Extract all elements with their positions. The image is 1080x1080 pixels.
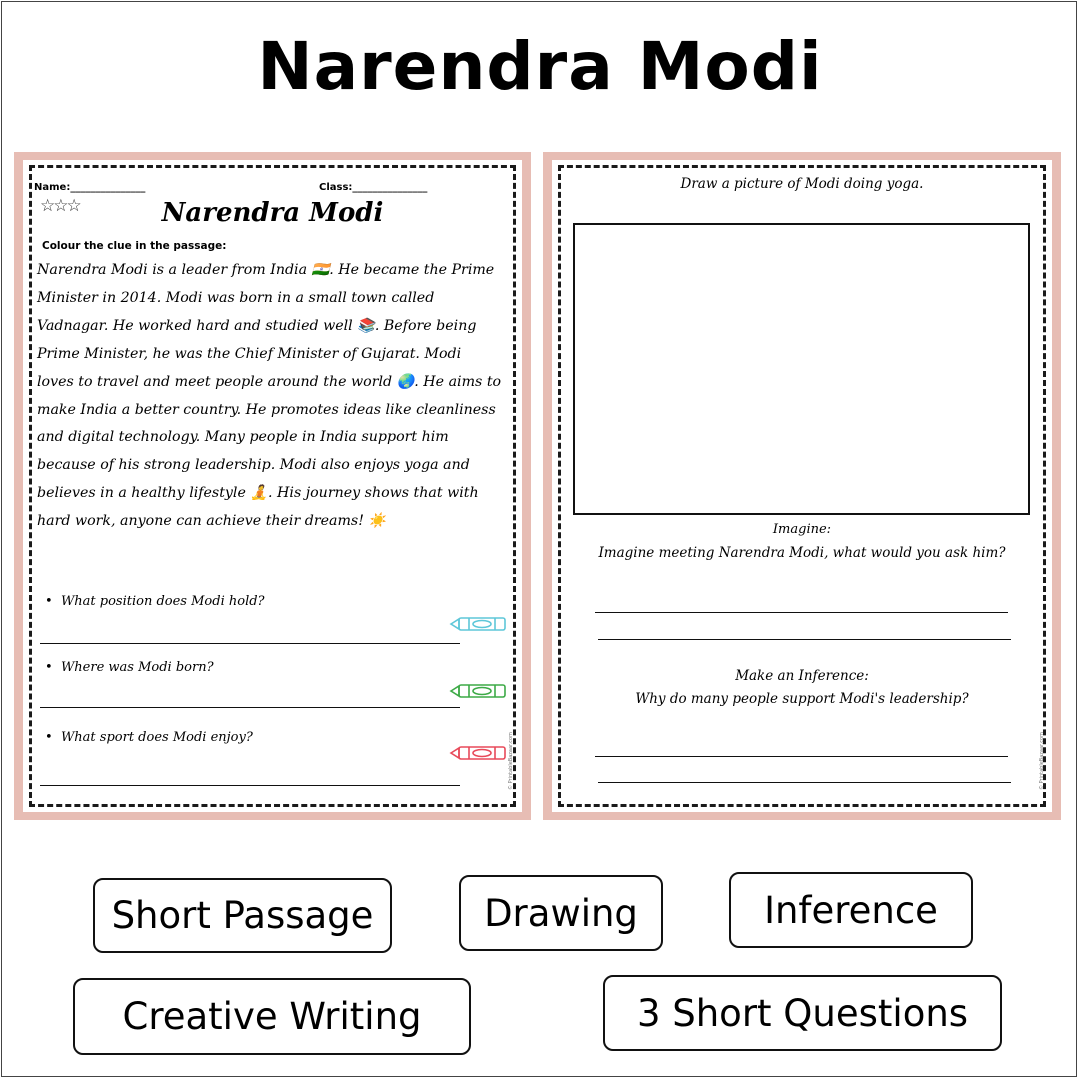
answer-line[interactable] — [595, 756, 1008, 757]
passage-line: loves to travel and meet people around the world 🌏. He aims to — [37, 373, 502, 390]
worksheet-passage-page — [14, 152, 531, 820]
answer-line[interactable] — [40, 785, 460, 786]
worksheet-title: Narendra Modi — [161, 198, 384, 228]
passage-line: make India a better country. He promotes ideas like cleanliness — [37, 401, 496, 418]
crayon-icon — [449, 615, 509, 633]
drawing-area[interactable] — [573, 223, 1030, 515]
passage-line: and digital technology. Many people in India support him — [37, 429, 449, 446]
reading-passage — [37, 257, 509, 536]
answer-line[interactable] — [40, 643, 460, 644]
imagine-question: Imagine meeting Narendra Modi, what would you ask him? — [598, 545, 1006, 561]
passage-line: believes in a healthy lifestyle 🧘. His journey shows that with — [37, 485, 479, 502]
tag-drawing: Drawing — [459, 875, 663, 951]
tag-three-short-questions: 3 Short Questions — [603, 975, 1002, 1051]
question-3: • What sport does Modi enjoy? — [45, 730, 253, 745]
drawing-prompt: Draw a picture of Modi doing yoga. — [680, 176, 924, 192]
answer-line[interactable] — [598, 782, 1011, 783]
crayon-icon — [449, 682, 509, 700]
page-title: Narendra Modi — [257, 28, 823, 105]
watermark: © PrintableBazaar.com — [1039, 732, 1045, 790]
instruction-text: Colour the clue in the passage: — [42, 240, 227, 252]
worksheet-activity-page — [543, 152, 1061, 820]
class-field-label: Class:_______________ — [319, 182, 428, 193]
answer-line[interactable] — [595, 612, 1008, 613]
inference-question: Why do many people support Modi's leadership? — [635, 691, 969, 707]
question-3-text: What sport does Modi enjoy? — [60, 730, 253, 745]
worksheet-sheet — [552, 160, 1052, 812]
imagine-heading: Imagine: — [772, 522, 832, 537]
tag-inference: Inference — [729, 872, 973, 948]
passage-line: because of his strong leadership. Modi also enjoys yoga and — [37, 457, 470, 474]
passage-line: Vadnagar. He worked hard and studied well 📚. Before being — [37, 317, 477, 334]
watermark: © PrintableBazaar.com — [508, 732, 514, 790]
question-1-text: What position does Modi hold? — [60, 594, 265, 609]
passage-line: Narendra Modi is a leader from India 🇮🇳. He became the Prime — [37, 262, 495, 278]
passage-line: Minister in 2014. Modi was born in a small town called — [37, 289, 435, 306]
question-2: • Where was Modi born? — [45, 660, 214, 675]
tag-creative-writing: Creative Writing — [73, 978, 471, 1055]
name-field-label: Name:_______________ — [34, 182, 146, 193]
question-1: • What position does Modi hold? — [45, 594, 265, 609]
inference-heading: Make an Inference: — [735, 668, 869, 684]
rating-stars-icon: ☆☆☆ — [40, 196, 80, 216]
answer-line[interactable] — [40, 707, 460, 708]
passage-line: Prime Minister, he was the Chief Minister of Gujarat. Modi — [37, 345, 462, 362]
question-2-text: Where was Modi born? — [60, 660, 214, 675]
crayon-icon — [449, 744, 509, 762]
worksheet-sheet — [23, 160, 522, 812]
answer-line[interactable] — [598, 639, 1011, 640]
passage-line: hard work, anyone can achieve their dreams! ☀️ — [37, 513, 387, 530]
tag-short-passage: Short Passage — [93, 878, 392, 953]
